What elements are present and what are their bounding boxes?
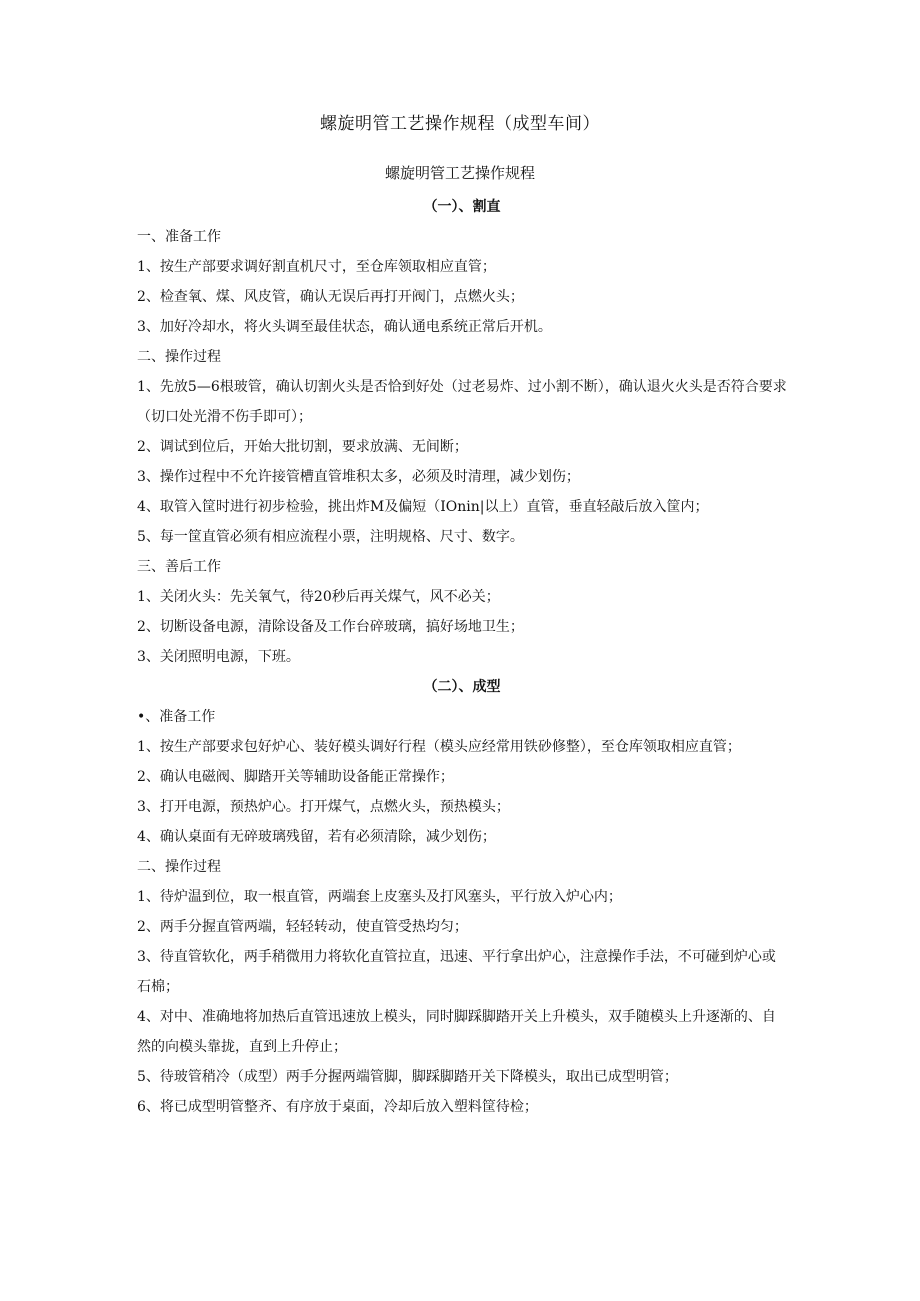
document-title: 螺旋明管工艺操作规程（成型车间） <box>320 114 600 134</box>
paragraph: 3、打开电源，预热炉心。打开煤气，点燃火头，预热模头； <box>137 799 510 815</box>
paragraph: 2、确认电磁阀、脚踏开关等辅助设备能正常操作； <box>137 769 454 785</box>
paragraph: 4、对中、准确地将加热后直管迅速放上模头，同时脚踩脚踏开关上升模头，双手随模头上升逐渐的、自然的向模头靠拢，直到上升停止； <box>137 1009 776 1055</box>
subsection-title-preparation: 一、准备工作 <box>137 229 221 245</box>
paragraph: 2、切断设备电源，清除设备及工作台碎玻璃，搞好场地卫生； <box>137 619 524 635</box>
document-subtitle: 螺旋明管工艺操作规程 <box>384 164 535 182</box>
section-heading-cutting: （一）、割直 <box>423 199 501 215</box>
paragraph: 1、待炉温到位，取一根直管，两端套上皮塞头及打风塞头，平行放入炉心内； <box>137 889 622 905</box>
paragraph: 4、确认桌面有无碎玻璃残留，若有必须清除，减少划伤； <box>137 829 496 845</box>
subsection-title-process: 二、操作过程 <box>137 349 221 365</box>
paragraph: 1、按生产部要求调好割直机尺寸，至仓库领取相应直管； <box>137 259 496 275</box>
paragraph: 5、待玻管稍冷（成型）两手分握两端管脚，脚踩脚踏开关下降模头，取出已成型明管； <box>137 1069 678 1085</box>
paragraph: 3、关闭照明电源，下班。 <box>137 649 300 665</box>
section-heading-forming: （二）、成型 <box>423 679 501 695</box>
paragraph: 5、每一筐直管必须有相应流程小票，注明规格、尺寸、数字。 <box>137 529 524 545</box>
document-body <box>137 192 787 1122</box>
subsection-title-aftercare: 三、善后工作 <box>137 559 221 575</box>
paragraph: 1、关闭火头：先关氧气，待20秒后再关煤气，风不必关； <box>137 589 500 605</box>
paragraph: 3、操作过程中不允许接管槽直管堆积太多，必须及时清理，减少划伤； <box>137 469 580 485</box>
paragraph: 1、先放5—6根玻管，确认切割火头是否恰到好处（过老易炸、过小割不断），确认退火火头是否符合要求（切口处光滑不伤手即可）； <box>137 379 787 425</box>
paragraph: 3、加好冷却水，将火头调至最佳状态，确认通电系统正常后开机。 <box>137 319 552 335</box>
paragraph: 1、按生产部要求包好炉心、装好模头调好行程（模头应经常用铁砂修整），至仓库领取相应直管； <box>137 739 741 755</box>
paragraph: 2、检查氧、煤、风皮管，确认无误后再打开阀门，点燃火头； <box>137 289 524 305</box>
paragraph: 2、两手分握直管两端，轻轻转动，使直管受热均匀； <box>137 919 468 935</box>
paragraph: 6、将已成型明管整齐、有序放于桌面，冷却后放入塑料筐待检； <box>137 1099 538 1115</box>
paragraph: 4、取管入筐时进行初步检验，挑出炸M及偏短（IOnin|以上）直管，垂直轻敲后放入筐内； <box>137 499 709 515</box>
subsection-title-preparation: •、准备工作 <box>137 709 216 725</box>
paragraph: 2、调试到位后，开始大批切割，要求放满、无间断； <box>137 439 468 455</box>
paragraph: 3、待直管软化，两手稍微用力将软化直管拉直，迅速、平行拿出炉心，注意操作手法，不可碰到炉心或石棉； <box>137 949 776 995</box>
subsection-title-process: 二、操作过程 <box>137 859 221 875</box>
